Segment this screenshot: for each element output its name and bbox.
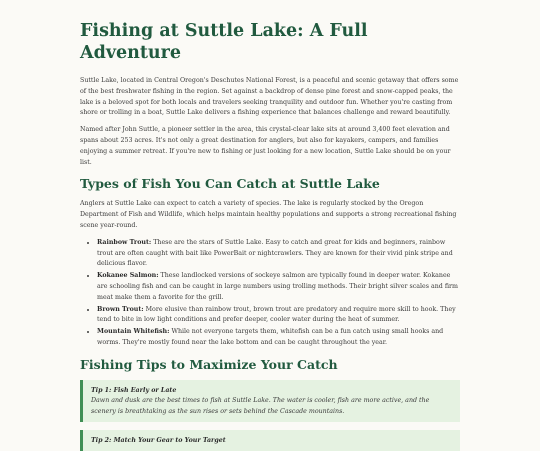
fish-description: More elusive than rainbow trout, brown trout are predatory and require more skill to hook. They tend to bite in low light conditions and prefer deeper, cooler water during the heat of summer. (97, 305, 456, 324)
tip-title: Tip 1: Fish Early or Late (91, 386, 177, 394)
list-item (97, 305, 460, 327)
fish-name: Kokanee Salmon: (97, 272, 159, 280)
intro-paragraph-1: Suttle Lake, located in Central Oregon's Deschutes National Forest, is a peaceful and scenic getaway that offers some of the best freshwater fishing in the region. Set against a backdrop of dense pine forest and snow-capped peaks, the lake is a beloved spot for both locals and travelers seeking tranquility and outdoor fun. Whether you're casting from shore or trolling in a boat, Suttle Lake delivers a fishing experience that balances challenge and reward beautifully. (80, 77, 459, 117)
list-item (97, 271, 460, 303)
tip-title: Tip 2: Match Your Gear to Your Target (91, 437, 226, 445)
list-item (97, 238, 460, 270)
fish-name: Mountain Whitefish: (97, 328, 170, 336)
fishing-tips-heading: Fishing Tips to Maximize Your Catch (80, 356, 338, 372)
tip-body: Dawn and dusk are the best times to fish at Suttle Lake. The water is cooler, fish are more active, and the scenery is breathtaking as the sun rises or sets behind the Cascade mountains. (91, 396, 430, 415)
fish-description: These landlocked versions of sockeye salmon are typically found in deeper water. Kokanee are schooling fish and can be caught in large numbers using trolling methods. Their bright silver scales and firm meat make them a favorite for the grill. (97, 272, 459, 301)
fish-name: Rainbow Trout: (97, 238, 152, 246)
tip-box (80, 430, 460, 451)
fish-description: While not everyone targets them, whitefish can be a fun catch using small hooks and worms. They're mostly found near the lake bottom and can be caught throughout the year. (97, 328, 444, 346)
fish-name: Brown Trout: (97, 305, 144, 313)
intro-paragraph-2: Named after John Suttle, a pioneer settler in the area, this crystal-clear lake sits at around 3,400 feet elevation and spans about 253 acres. It's not only a great destination for anglers, but also for kayakers, campers, and families enjoying a summer retreat. If you're new to fishing or just looking for a new location, Suttle Lake should be on your list. (80, 126, 451, 166)
tip-box (80, 380, 460, 423)
fish-types-heading: Types of Fish You Can Catch at Suttle Lake (80, 176, 380, 192)
fish-list (80, 238, 460, 349)
page-title: Fishing at Suttle Lake: A Full Adventure (80, 21, 368, 63)
fish-description: These are the stars of Suttle Lake. Easy to catch and great for kids and beginners, rainbow trout are often caught with bait like PowerBait or nightcrawlers. They are known for their vivid pink stripe and delicious flavor. (97, 238, 453, 268)
list-item (97, 327, 460, 349)
fish-types-intro: Anglers at Suttle Lake can expect to catch a variety of species. The lake is regularly stocked by the Oregon Department of Fish and Wildlife, which helps maintain healthy populations and supports a strong recreational fishing scene year-round. (80, 200, 457, 229)
